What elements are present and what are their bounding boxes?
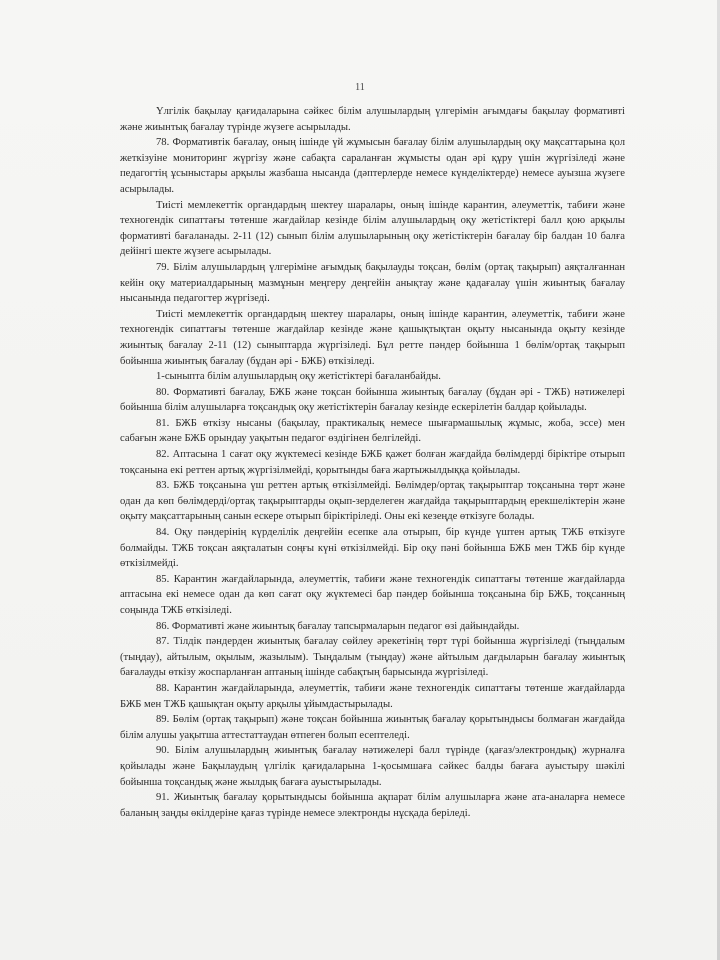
paragraph-87: 87. Тілдік пәндерден жиынтық бағалау сөйлеу әрекетінің төрт түрі бойынша жүргізіледі (тыңдалым (тыңдау), айтылым, оқылым, жазылым). Тыңдалым (тыңдау) және айтылым дағдыларын бағалау жиынтық бағалауды өткізу жоспарланған аптаның ішінде сабақтың барысында жүргізіледі. <box>120 636 625 679</box>
paragraph-90: 90. Білім алушылардың жиынтық бағалау нәтижелері балл түрінде (қағаз/электрондық) журналға қойылады және Бақылаудың үлгілік қағидаларына 1-қосымшаға сәйкес балды бағаға ауыстыру шәкілі бойынша тоқсандық және жылдық бағаға ауыстырылады. <box>120 745 625 788</box>
page-number: 11 <box>355 82 365 93</box>
paragraph-91: 91. Жиынтық бағалау қорытындысы бойынша ақпарат білім алушыларға және ата-аналарға немесе баланың заңды өкілдеріне қағаз түрінде немесе электронды нұсқада беріледі. <box>120 792 625 819</box>
paragraph-81: 81. БЖБ өткізу нысаны (бақылау, практикалық немесе шығармашылық жұмыс, жоба, эссе) мен сабағын және БЖБ орындау уақытын педагог өздігінен белгілейді. <box>120 417 625 445</box>
paragraph-82: 82. Аптасына 1 сағат оқу жүктемесі кезінде БЖБ қажет болған жағдайда бөлімдерді біріктіре отырып тоқсанына екі реттен артық жүргізілмейді, қорытынды баға жартыжылдыққа қойылады. <box>120 449 625 476</box>
paragraph-80: 80. Формативті бағалау, БЖБ және тоқсан бойынша жиынтық бағалау (бұдан әрі - ТЖБ) нәтижелері бойынша білім алушыларға тоқсандық оқу жетістіктерін бағалау кезінде ескерілетін балдар қойылады. <box>120 386 625 414</box>
paragraph-86: 86. Формативті және жиынтық бағалау тапсырмаларын педагог өзі дайындайды. <box>156 620 520 632</box>
paragraph-79-note: Тиісті мемлекеттік органдардың шектеу шаралары, оның ішінде карантин, әлеуметтік, табиғи және техногендік сипаттағы төтенше жағдайлар кезінде және қашықтықтан оқыту нысанында оқыту кезінде жиынтық бағалау 2-11 (12) сыныптарда жүргізіледі. Бұл ретте пәндер бойынша 1 бөлім/ортақ тақырып бойынша жиынтық бағалау (бұдан әрі - БЖБ) өткізіледі. <box>120 308 625 367</box>
paragraph-85: 85. Карантин жағдайларында, әлеуметтік, табиғи және техногендік сипаттағы төтенше жағдайларда аптасына екі немесе одан да көп сағат оқу жүктемесі бар пәндер бойынша тоқсанына бір БЖБ, тоқсанның соңында ТЖБ өткізіледі. <box>120 573 625 616</box>
paragraph-grade-1: 1-сыныпта білім алушылардың оқу жетістіктері бағаланбайды. <box>156 371 441 383</box>
paragraph-88: 88. Карантин жағдайларында, әлеуметтік, табиғи және техногендік сипаттағы төтенше жағдайларда БЖБ мен ТЖБ қашықтан оқыту арқылы ұйымдастырылады. <box>120 682 625 710</box>
paragraph-intro: Үлгілік бақылау қағидаларына сәйкес білім алушылардың үлгерімін ағымдағы бақылау формативті және жиынтық бағалау түрінде жүзеге асырылады. <box>120 106 625 133</box>
paragraph-89: 89. Бөлім (ортақ тақырып) және тоқсан бойынша жиынтық бағалау қорытындысы болмаған жағдайда білім алушы уақытша аттестаттаудан өтпеген болып есептеледі. <box>120 714 625 741</box>
paragraph-78: 78. Формативтік бағалау, оның ішінде үй жұмысын бағалау білім алушылардың оқу мақсаттарына қол жеткізуіне мониторинг жүргізу және сабақта сараланған жұмысты одан әрі құру үшін жүргізіледі және педагогтің ұсыныстары арқылы жазбаша нысанда (дәптерлерде немесе күнделіктерде) немесе ауызша жүзеге асырылады. <box>120 137 625 195</box>
paragraph-84: 84. Оқу пәндерінің күрделілік деңгейін есепке ала отырып, бір күнде үштен артық ТЖБ өткізуге болмайды. ТЖБ тоқсан аяқталатын соңғы күні өткізілмейді. Бір оқу пәні бойынша БЖБ мен ТЖБ бір күнде өткізілмейді. <box>120 527 625 570</box>
paragraph-79: 79. Білім алушылардың үлгерiмiне ағымдық бақылауды тоқсан, бөлім (ортақ тақырып) аяқталғаннан кейін оқу материалдарының мазмұнын меңгеру деңгейін анықтау және қадағалау үшін жиынтық бағалау нысанында педагогтер жүргізеді. <box>120 261 625 305</box>
paragraph-78-note: Тиісті мемлекеттік органдардың шектеу шаралары, оның ішінде карантин, әлеуметтік, табиғи және техногендік сипаттағы төтенше жағдайлар кезінде білім алушылардың оқу жетістіктері балл қою арқылы формативті бағаланады. 2-11 (12) сынып білім алушыларының оқу жетістіктерін бағалау бір балдан 10 балға дейінгі шекте жүзеге асырылады. <box>120 199 625 258</box>
paragraph-83: 83. БЖБ тоқсанына үш реттен артық өткізілмейді. Бөлімдер/ортақ тақырыптар тоқсанына төрт және одан да көп бөлімдерді/ортақ тақырыптарды оқып-зерделеген жағдайда тақырыптардың ерекшеліктерін және оқыту мақсаттарының санын ескере отырып біріктіріледі. Оны екі кезеңде өткізуге болады. <box>120 480 625 523</box>
document-body <box>120 104 625 821</box>
